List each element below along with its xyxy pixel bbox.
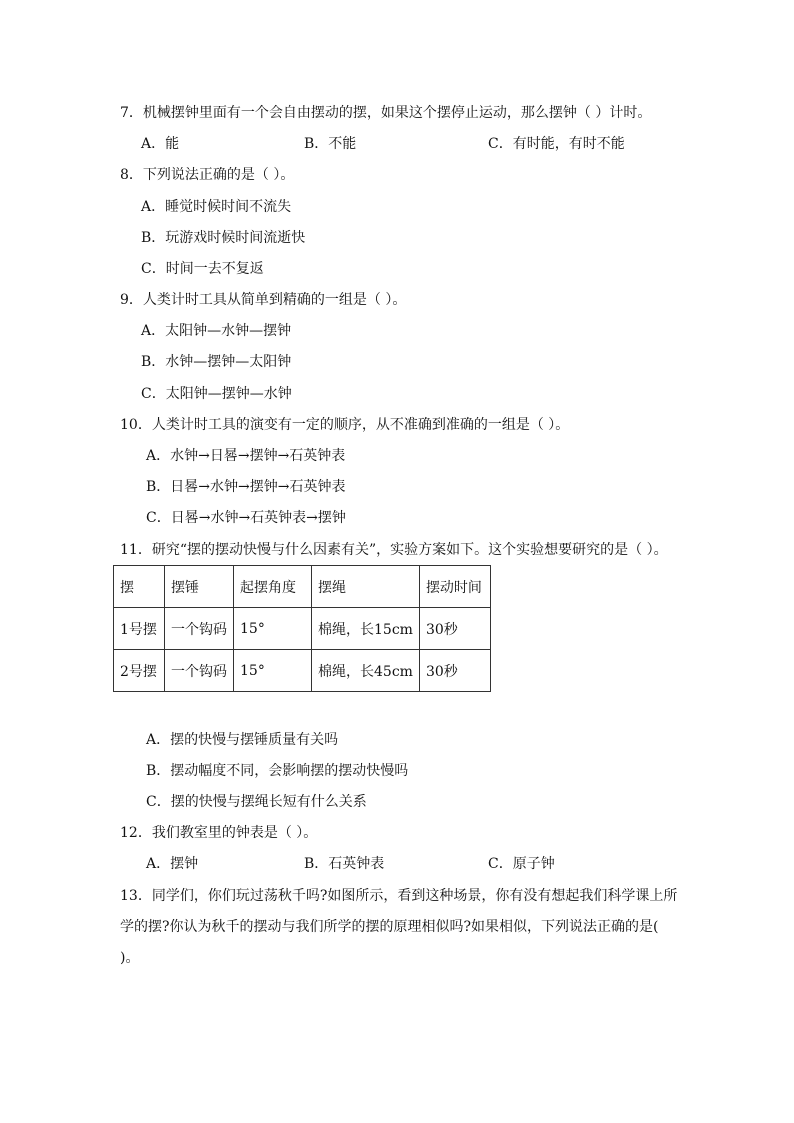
table-header-cell: 起摆角度: [234, 566, 312, 608]
question-8-option-c[interactable]: C．时间一去不复返: [141, 261, 264, 277]
table-header-row: [114, 566, 491, 608]
question-8-option-a[interactable]: A．睡觉时候时间不流失: [141, 199, 292, 215]
question-12-option-b[interactable]: B．石英钟表: [304, 856, 385, 872]
table-header-cell: 摆: [114, 566, 165, 608]
experiment-table: [113, 565, 491, 692]
table-cell: 30秒: [419, 608, 490, 650]
question-7-option-a[interactable]: A．能: [141, 136, 180, 152]
table-cell: 2号摆: [114, 650, 165, 692]
question-9-option-b[interactable]: B．水钟—摆钟—太阳钟: [141, 354, 292, 370]
question-9-option-a[interactable]: A．太阳钟—水钟—摆钟: [141, 323, 292, 339]
question-9-stem: 9．人类计时工具从简单到精确的一组是（ ）。: [120, 292, 407, 308]
question-10-stem: 10．人类计时工具的演变有一定的顺序，从不准确到准确的一组是（ ）。: [120, 417, 570, 433]
question-8-stem: 8．下列说法正确的是（ ）。: [120, 167, 295, 183]
table-row: [114, 650, 491, 692]
question-7-stem: 7．机械摆钟里面有一个会自由摆动的摆，如果这个摆停止运动，那么摆钟（ ）计时。: [120, 105, 652, 121]
table-cell: 棉绳，长45cm: [312, 650, 420, 692]
table-cell: 15°: [234, 608, 312, 650]
table-cell: 15°: [234, 650, 312, 692]
table-cell: 1号摆: [114, 608, 165, 650]
question-13-stem-line-2: 学的摆?你认为秋千的摆动与我们所学的摆的原理相似吗?如果相似，下列说法正确的是(: [120, 919, 659, 935]
question-13-stem-line-3: )。: [120, 950, 140, 966]
question-10-option-c[interactable]: C．日晷→水钟→石英钟表→摆钟: [146, 510, 346, 526]
table-cell: 一个钩码: [165, 608, 234, 650]
question-11-option-a[interactable]: A．摆的快慢与摆锤质量有关吗: [146, 732, 339, 748]
question-12-option-a[interactable]: A．摆钟: [146, 856, 199, 872]
question-9-option-c[interactable]: C．太阳钟—摆钟—水钟: [141, 386, 292, 402]
question-11-option-b[interactable]: B．摆动幅度不同，会影响摆的摆动快慢吗: [146, 763, 409, 779]
question-12-stem: 12．我们教室里的钟表是（ ）。: [120, 825, 318, 841]
question-12-option-c[interactable]: C．原子钟: [488, 856, 555, 872]
question-11-option-c[interactable]: C．摆的快慢与摆绳长短有什么关系: [146, 794, 367, 810]
table-header-cell: 摆绳: [312, 566, 420, 608]
question-8-option-b[interactable]: B．玩游戏时候时间流逝快: [141, 230, 306, 246]
table-header-cell: 摆动时间: [419, 566, 490, 608]
table-cell: 30秒: [419, 650, 490, 692]
question-11-stem: 11．研究“摆的摆动快慢与什么因素有关”，实验方案如下。这个实验想要研究的是（ ）。: [120, 542, 668, 558]
question-10-option-b[interactable]: B．日晷→水钟→摆钟→石英钟表: [146, 479, 346, 495]
table-row: [114, 608, 491, 650]
question-7-option-c[interactable]: C．有时能，有时不能: [488, 136, 625, 152]
table-cell: 一个钩码: [165, 650, 234, 692]
table-header-cell: 摆锤: [165, 566, 234, 608]
question-13-stem-line-1: 13．同学们，你们玩过荡秋千吗?如图所示，看到这种场景，你有没有想起我们科学课上所: [120, 888, 678, 904]
question-10-option-a[interactable]: A．水钟→日晷→摆钟→石英钟表: [146, 448, 346, 464]
table-cell: 棉绳，长15cm: [312, 608, 420, 650]
question-7-option-b[interactable]: B．不能: [304, 136, 357, 152]
